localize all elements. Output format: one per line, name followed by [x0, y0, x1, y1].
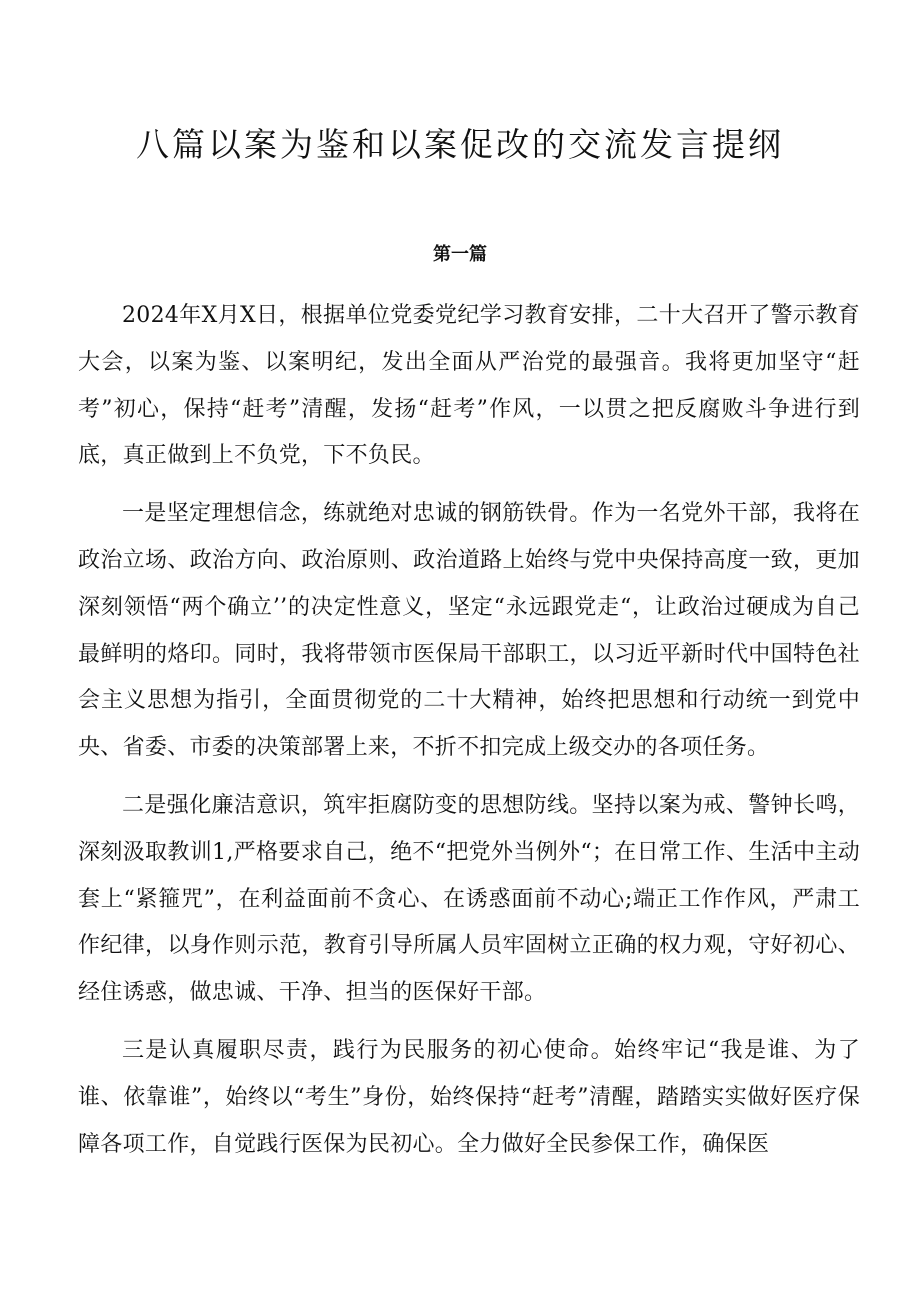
- paragraph-three: 三是认真履职尽责，践行为民服务的初心使命。始终牢记“我是谁、为了谁、依靠谁”，始终以“考生”身份，始终保持“赶考”清醒，踏踏实实做好医疗保障各项工作，自觉践行医保为民初心。全力做好全民参保工作，确保医: [78, 1037, 860, 1157]
- paragraph-one: 一是坚定理想信念，练就绝对忠诚的钢筋铁骨。作为一名党外干部，我将在政治立场、政治方向、政治原则、政治道路上始终与党中央保持高度一致，更加深刻领悟“两个确立’’的决定性意义，坚定“永远跟党走“，让政治过硬成为自己最鲜明的烙印。同时，我将带领市医保局干部职工，以习近平新时代中国特色社会主义思想为指引，全面贯彻党的二十大精神，始终把思想和行动统一到党中央、省委、市委的决策部署上来，不折不扣完成上级交办的各项任务。: [78, 501, 860, 761]
- section-heading: 第一篇: [433, 244, 487, 265]
- document-title: 八篇以案为鉴和以案促改的交流发言提纲: [136, 125, 784, 164]
- paragraph-two: 二是强化廉洁意识，筑牢拒腐防变的思想防线。坚持以案为戒、警钟长鸣，深刻汲取教训1,严格要求自己，绝不“把党外当例外“；在日常工作、生活中主动套上“紧箍咒”，在利益面前不贪心、在诱惑面前不动心;端正工作作风，严肃工作纪律，以身作则示范，教育引导所属人员牢固树立正确的权力观，守好初心、经住诱惑，做忠诚、干净、担当的医保好干部。: [78, 792, 860, 1006]
- paragraph-intro: 2024年X月X日，根据单位党委党纪学习教育安排，二十大召开了警示教育大会，以案为鉴、以案明纪，发出全面从严治党的最强音。我将更加坚守“赶考”初心，保持“赶考”清醒，发扬“赶考”作风，一以贯之把反腐败斗争进行到底，真正做到上不负党，下不负民。: [78, 303, 860, 469]
- document-body: [78, 293, 860, 1179]
